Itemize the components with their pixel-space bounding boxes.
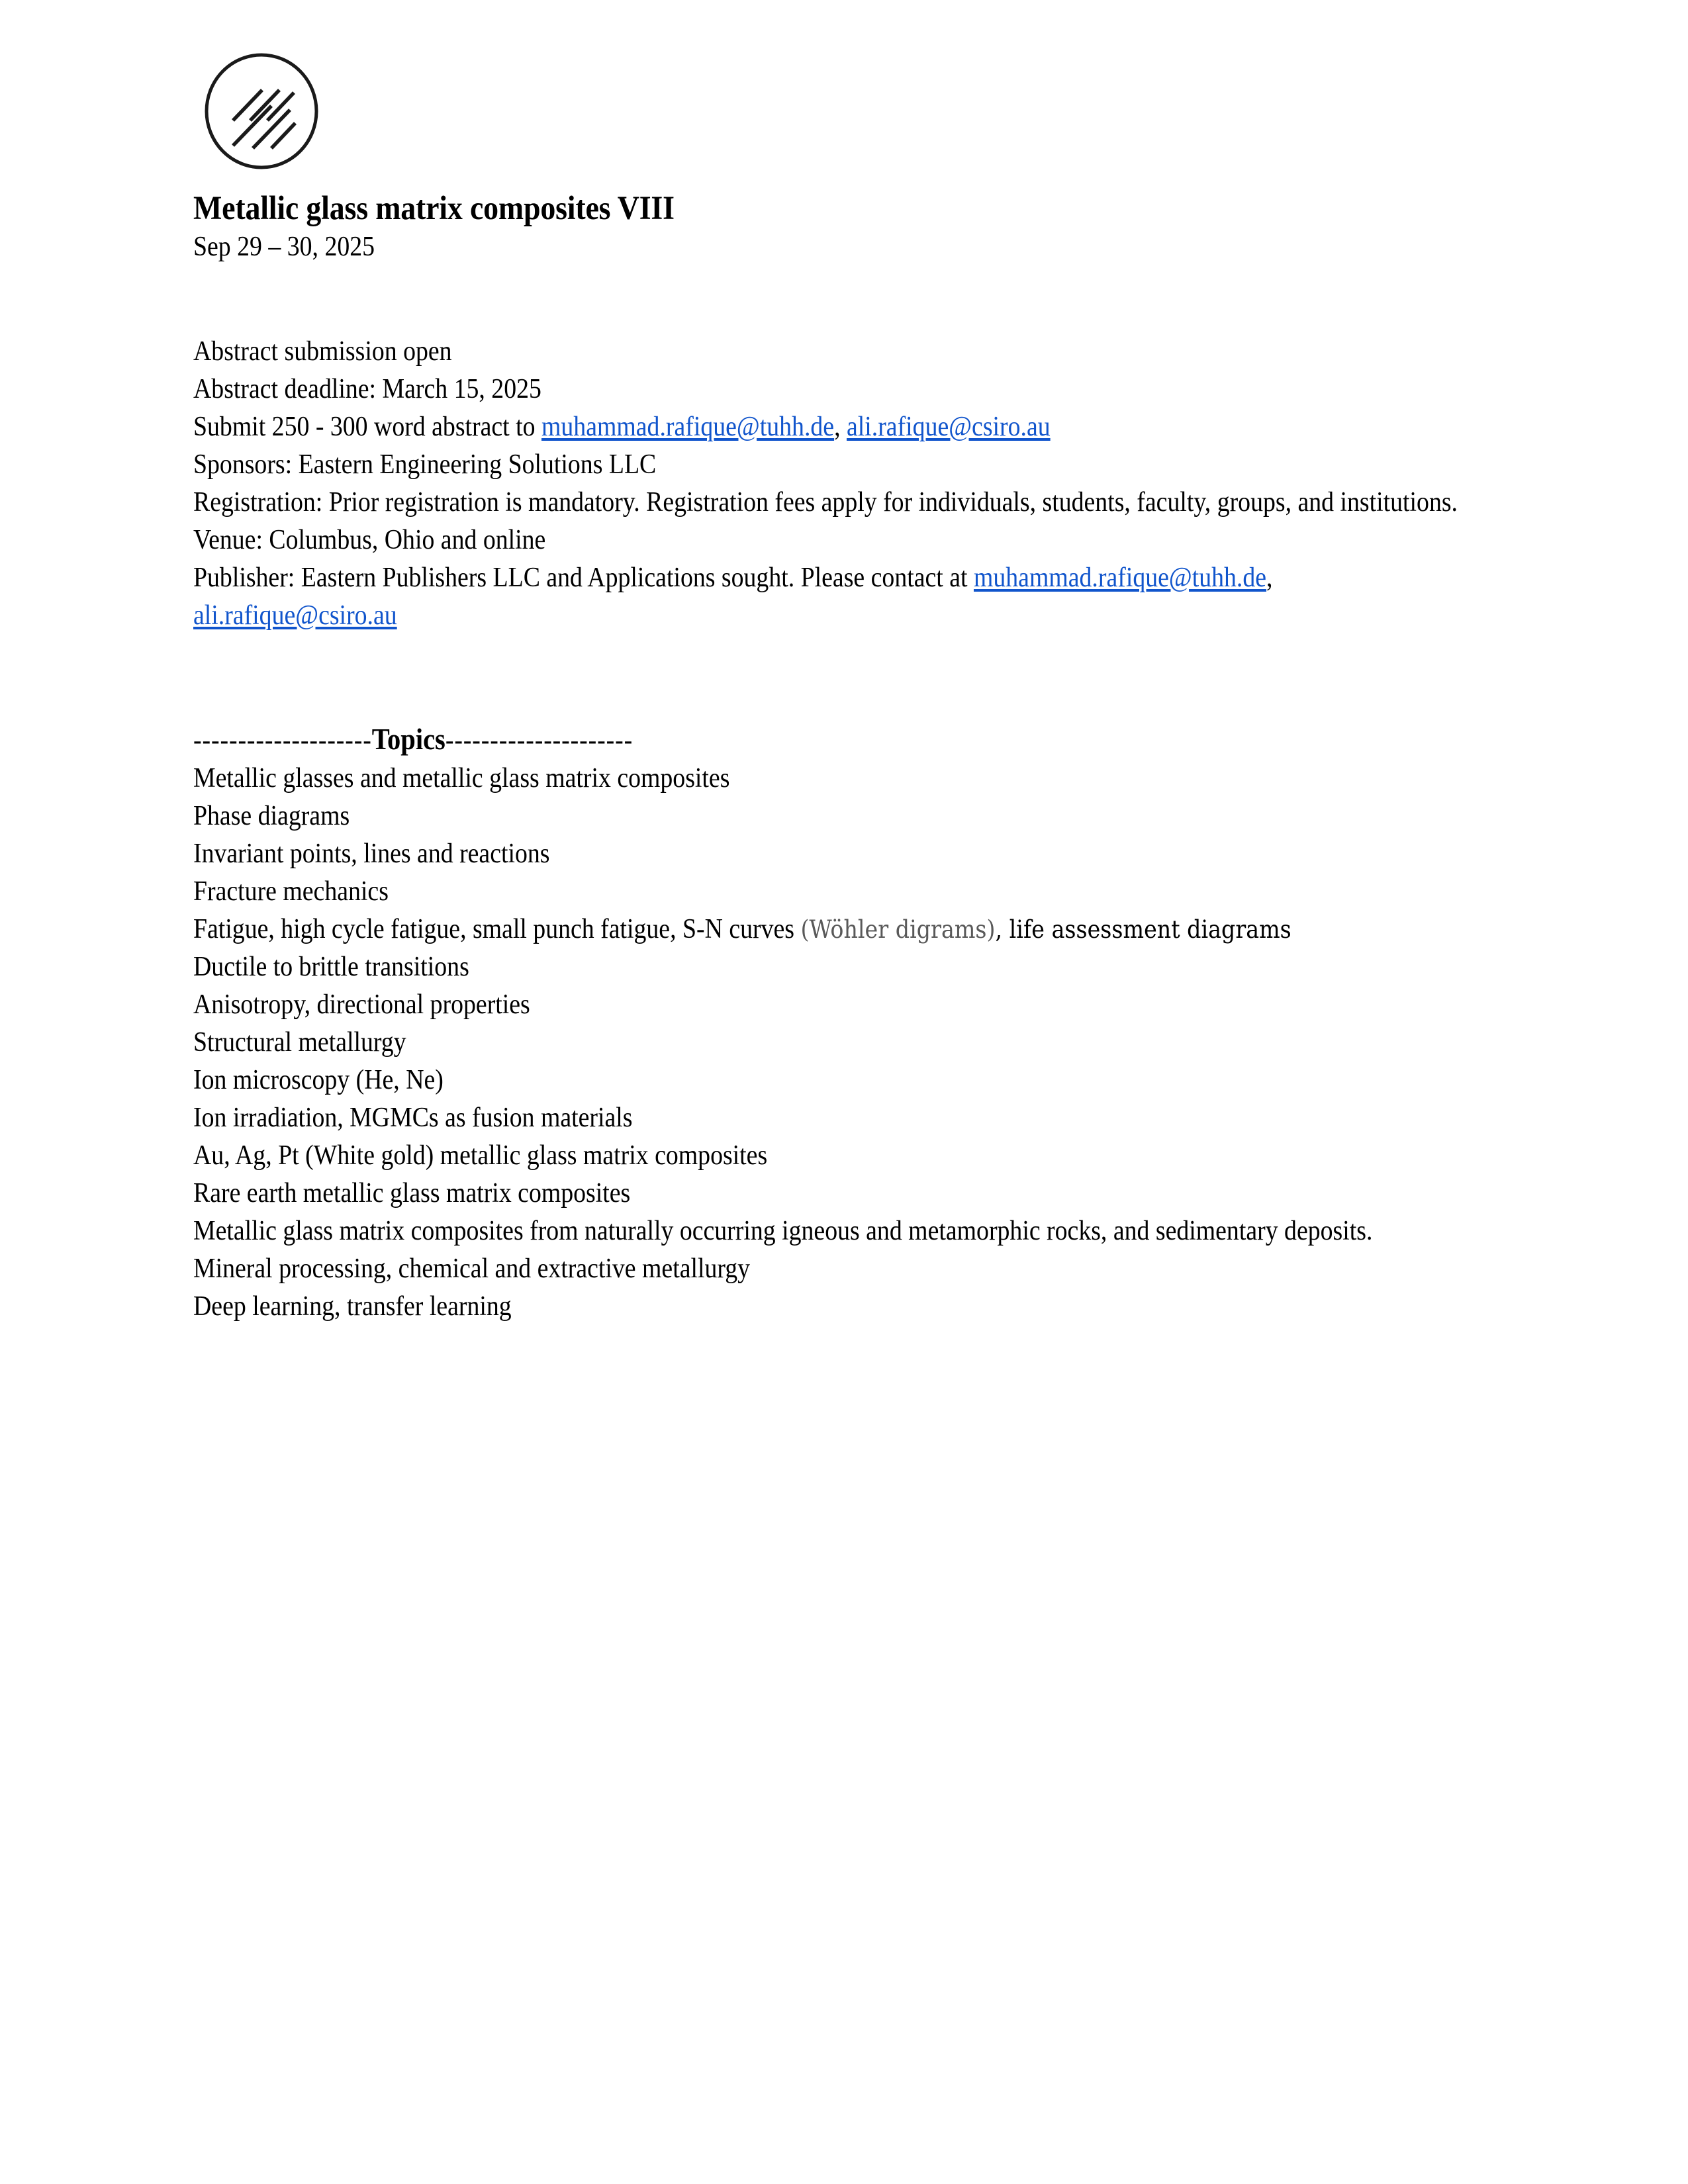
topics-heading-label: Topics: [371, 722, 445, 756]
topic-item: Ion microscopy (He, Ne): [193, 1064, 444, 1095]
topics-block: [193, 721, 1461, 1326]
submit-line: [193, 408, 1462, 446]
sponsors-line: Sponsors: Eastern Engineering Solutions LLC: [193, 449, 657, 480]
topic-item: Invariant points, lines and reactions: [193, 838, 550, 869]
registration-line: Registration: Prior registration is mandatory. Registration fees apply for individuals, students, faculty, groups, and institutions.: [193, 486, 1458, 518]
venue-line: Venue: Columbus, Ohio and online: [193, 524, 546, 555]
contact-email-link-1[interactable]: muhammad.rafique@tuhh.de: [973, 562, 1267, 593]
submit-line-prefix: Submit 250 - 300 word abstract to: [193, 411, 541, 442]
abstract-deadline-line: Abstract deadline: March 15, 2025: [193, 373, 541, 404]
topic-item-segment: , life assessment diagrams: [995, 915, 1291, 944]
topic-item-segment: (Wöhler digrams): [800, 915, 996, 944]
details-block: [193, 333, 1461, 635]
topic-item: Metallic glass matrix composites from naturally occurring igneous and metamorphic rocks, and sedimentary deposits.: [193, 1215, 1373, 1246]
topics-heading: [193, 721, 1462, 760]
topic-item: Deep learning, transfer learning: [193, 1291, 512, 1322]
topic-item: Ductile to brittle transitions: [193, 951, 469, 982]
abstract-status-line: Abstract submission open: [193, 336, 452, 367]
submit-email-link-2[interactable]: ali.rafique@csiro.au: [846, 411, 1051, 442]
event-date: Sep 29 – 30, 2025: [193, 232, 375, 263]
publisher-line: [193, 559, 1462, 635]
topic-item-segment: Fatigue, high cycle fatigue, small punch fatigue, S-N curves: [193, 913, 801, 944]
title-block: [193, 191, 1517, 264]
hatched-circle-logo-icon: [203, 52, 320, 171]
contact-separator: ,: [1266, 562, 1273, 593]
topic-item: [193, 911, 1462, 948]
topics-dashes-left: --------------------: [193, 725, 372, 756]
topic-item: Fracture mechanics: [193, 876, 389, 907]
topic-item: Structural metallurgy: [193, 1026, 406, 1058]
topics-list: [193, 760, 1461, 1326]
topics-dashes-right: ---------------------: [445, 725, 633, 756]
topic-item: Mineral processing, chemical and extractive metallurgy: [193, 1253, 751, 1284]
contact-email-link-2[interactable]: ali.rafique@csiro.au: [193, 600, 397, 631]
topic-item: Phase diagrams: [193, 800, 350, 831]
submit-email-link-1[interactable]: muhammad.rafique@tuhh.de: [541, 411, 835, 442]
document-content: [193, 52, 1517, 1326]
topic-item: Ion irradiation, MGMCs as fusion materials: [193, 1102, 633, 1133]
topic-item: Metallic glasses and metallic glass matrix composites: [193, 762, 730, 794]
submit-line-separator: ,: [834, 411, 847, 442]
topic-item: Au, Ag, Pt (White gold) metallic glass matrix composites: [193, 1140, 768, 1171]
page-title: Metallic glass matrix composites VIII: [193, 190, 675, 227]
topic-item: Rare earth metallic glass matrix composites: [193, 1177, 631, 1208]
topic-item: Anisotropy, directional properties: [193, 989, 530, 1020]
publisher-line-text: Publisher: Eastern Publishers LLC and Applications sought. Please contact at: [193, 562, 974, 593]
